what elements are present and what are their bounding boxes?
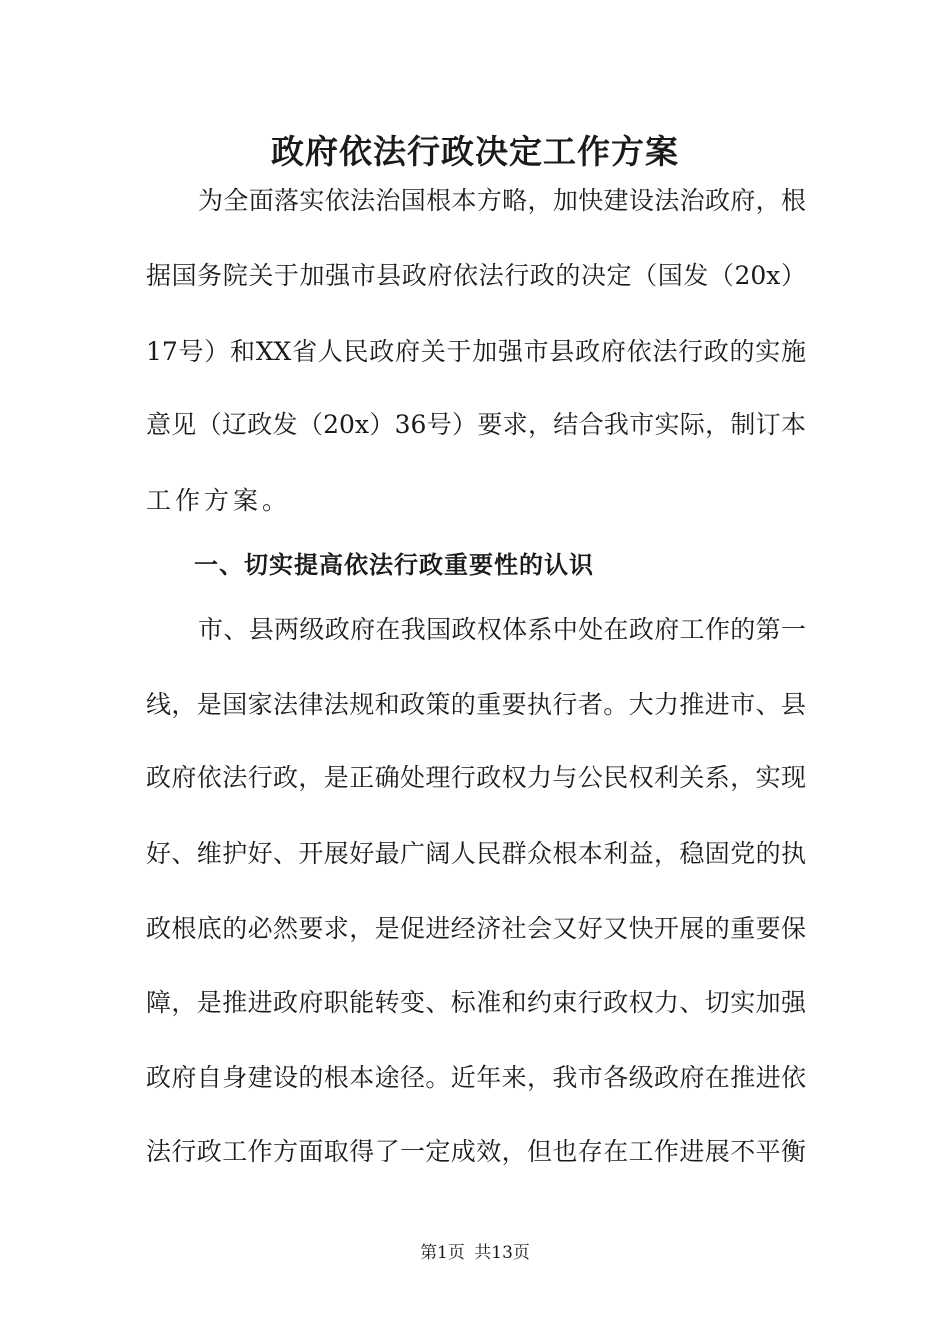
paragraph-line-4: 意见（辽政发（20x）36号）要求，结合我市实际，制订本 xyxy=(146,410,806,439)
paragraph-line-5: 工作方案。 xyxy=(146,486,292,515)
page-total: 共13页 xyxy=(474,1243,530,1263)
page-footer xyxy=(0,1240,950,1266)
paragraph-line-11: 障，是推进政府职能转变、标准和约束行政权力、切实加强 xyxy=(146,988,806,1017)
paragraph-line-3: 17号）和XX省人民政府关于加强市县政府依法行政的实施 xyxy=(146,337,806,366)
document-title: 政府依法行政决定工作方案 xyxy=(271,132,679,171)
paragraph-line-6: 市、县两级政府在我国政权体系中处在政府工作的第一 xyxy=(198,615,806,644)
paragraph-line-9: 好、维护好、开展好最广阔人民群众根本利益，稳固党的执 xyxy=(146,839,806,868)
paragraph-line-8: 政府依法行政，是正确处理行政权力与公民权利关系，实现 xyxy=(146,763,806,792)
paragraph-line-2: 据国务院关于加强市县政府依法行政的决定（国发（20x） xyxy=(146,261,806,290)
paragraph-line-12: 政府自身建设的根本途径。近年来，我市各级政府在推进依 xyxy=(146,1063,806,1092)
page-number: 第1页 xyxy=(420,1243,465,1263)
paragraph-line-13: 法行政工作方面取得了一定成效，但也存在工作进展不平衡 xyxy=(146,1137,806,1166)
paragraph-line-1: 为全面落实依法治国根本方略，加快建设法治政府，根 xyxy=(198,186,806,215)
paragraph-line-7: 线，是国家法律法规和政策的重要执行者。大力推进市、县 xyxy=(146,690,806,719)
paragraph-line-10: 政根底的必然要求，是促进经济社会又好又快开展的重要保 xyxy=(146,914,806,943)
section-heading: 一、切实提高依法行政重要性的认识 xyxy=(194,551,594,579)
